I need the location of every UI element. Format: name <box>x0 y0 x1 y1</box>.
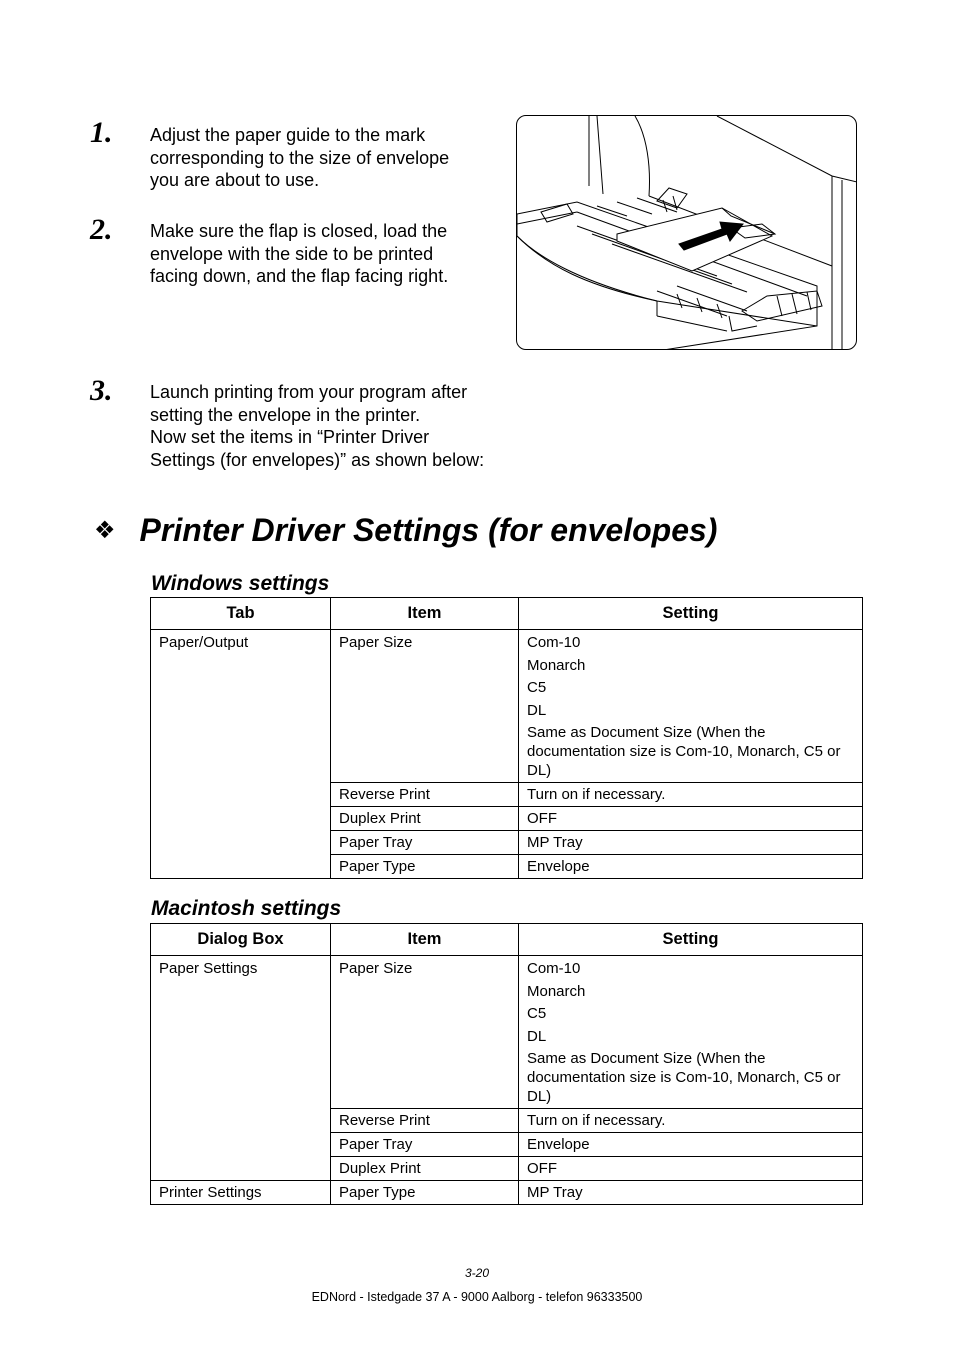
diamond-bullet-icon: ❖ <box>94 517 116 544</box>
step-1-text: Adjust the paper guide to the mark corresponding to the size of envelope you are about to use. <box>150 125 450 190</box>
table-row <box>151 956 863 1109</box>
setting-cell: Turn on if necessary. <box>519 783 863 807</box>
windows-settings-heading: Windows settings <box>151 572 330 595</box>
column-header-setting: Setting <box>519 598 863 630</box>
column-header-setting: Setting <box>519 924 863 956</box>
macintosh-settings-heading: Macintosh settings <box>151 897 342 920</box>
item-cell: Paper Tray <box>331 831 519 855</box>
step-2-number: 2. <box>90 213 113 246</box>
step-2-text: Make sure the flap is closed, load the envelope with the side to be printed facing down, and the flap facing right. <box>150 221 449 286</box>
setting-cell: Envelope <box>519 1133 863 1157</box>
setting-cell: MP Tray <box>519 831 863 855</box>
section-title <box>94 508 717 553</box>
envelope-loading-illustration <box>516 115 857 350</box>
setting-cell <box>519 630 863 783</box>
setting-cell: Envelope <box>519 855 863 879</box>
item-cell: Paper Tray <box>331 1133 519 1157</box>
column-header-item: Item <box>331 924 519 956</box>
section-title-text: Printer Driver Settings (for envelopes) <box>139 512 718 548</box>
column-header-dialog-box: Dialog Box <box>151 924 331 956</box>
item-cell: Duplex Print <box>331 1157 519 1181</box>
dialog-box-cell: Printer Settings <box>151 1181 331 1205</box>
setting-cell: Turn on if necessary. <box>519 1109 863 1133</box>
table-header-row <box>151 924 863 956</box>
step-3-number: 3. <box>90 374 113 407</box>
setting-cell <box>519 956 863 1109</box>
item-cell: Reverse Print <box>331 783 519 807</box>
step-3-text: Launch printing from your program after setting the envelope in the printer. Now set the items in “Printer Driver Settings (for envelopes)” as shown below: <box>150 382 485 470</box>
step-1-number: 1. <box>90 116 113 149</box>
setting-value: Com-10 <box>527 960 581 977</box>
footer-address: EDNord - Istedgade 37 A - 9000 Aalborg - telefon 96333500 <box>311 1290 643 1304</box>
table-header-row <box>151 598 863 630</box>
item-cell: Paper Type <box>331 1181 519 1205</box>
tab-cell: Paper/Output <box>151 630 331 879</box>
item-cell: Reverse Print <box>331 1109 519 1133</box>
setting-value: DL <box>527 1027 547 1045</box>
windows-settings-table <box>150 597 863 879</box>
table-row <box>151 1181 863 1205</box>
setting-cell: OFF <box>519 807 863 831</box>
page-number: 3-20 <box>464 1266 490 1280</box>
setting-value: Monarch <box>527 656 586 674</box>
item-cell: Paper Type <box>331 855 519 879</box>
column-header-item: Item <box>331 598 519 630</box>
setting-value: Same as Document Size (When the documentation size is Com-10, Monarch, C5 or DL) <box>527 724 841 779</box>
item-cell: Paper Size <box>331 956 519 1109</box>
setting-value: C5 <box>527 1005 547 1022</box>
setting-value: Com-10 <box>527 634 581 651</box>
macintosh-settings-table <box>150 923 863 1205</box>
dialog-box-cell: Paper Settings <box>151 956 331 1181</box>
item-cell: Paper Size <box>331 630 519 783</box>
setting-cell: OFF <box>519 1157 863 1181</box>
column-header-tab: Tab <box>151 598 331 630</box>
setting-value: Monarch <box>527 982 586 1000</box>
setting-cell: MP Tray <box>519 1181 863 1205</box>
table-row <box>151 630 863 783</box>
setting-value: Same as Document Size (When the documentation size is Com-10, Monarch, C5 or DL) <box>527 1050 841 1105</box>
setting-value: C5 <box>527 679 547 696</box>
item-cell: Duplex Print <box>331 807 519 831</box>
setting-value: DL <box>527 701 547 719</box>
